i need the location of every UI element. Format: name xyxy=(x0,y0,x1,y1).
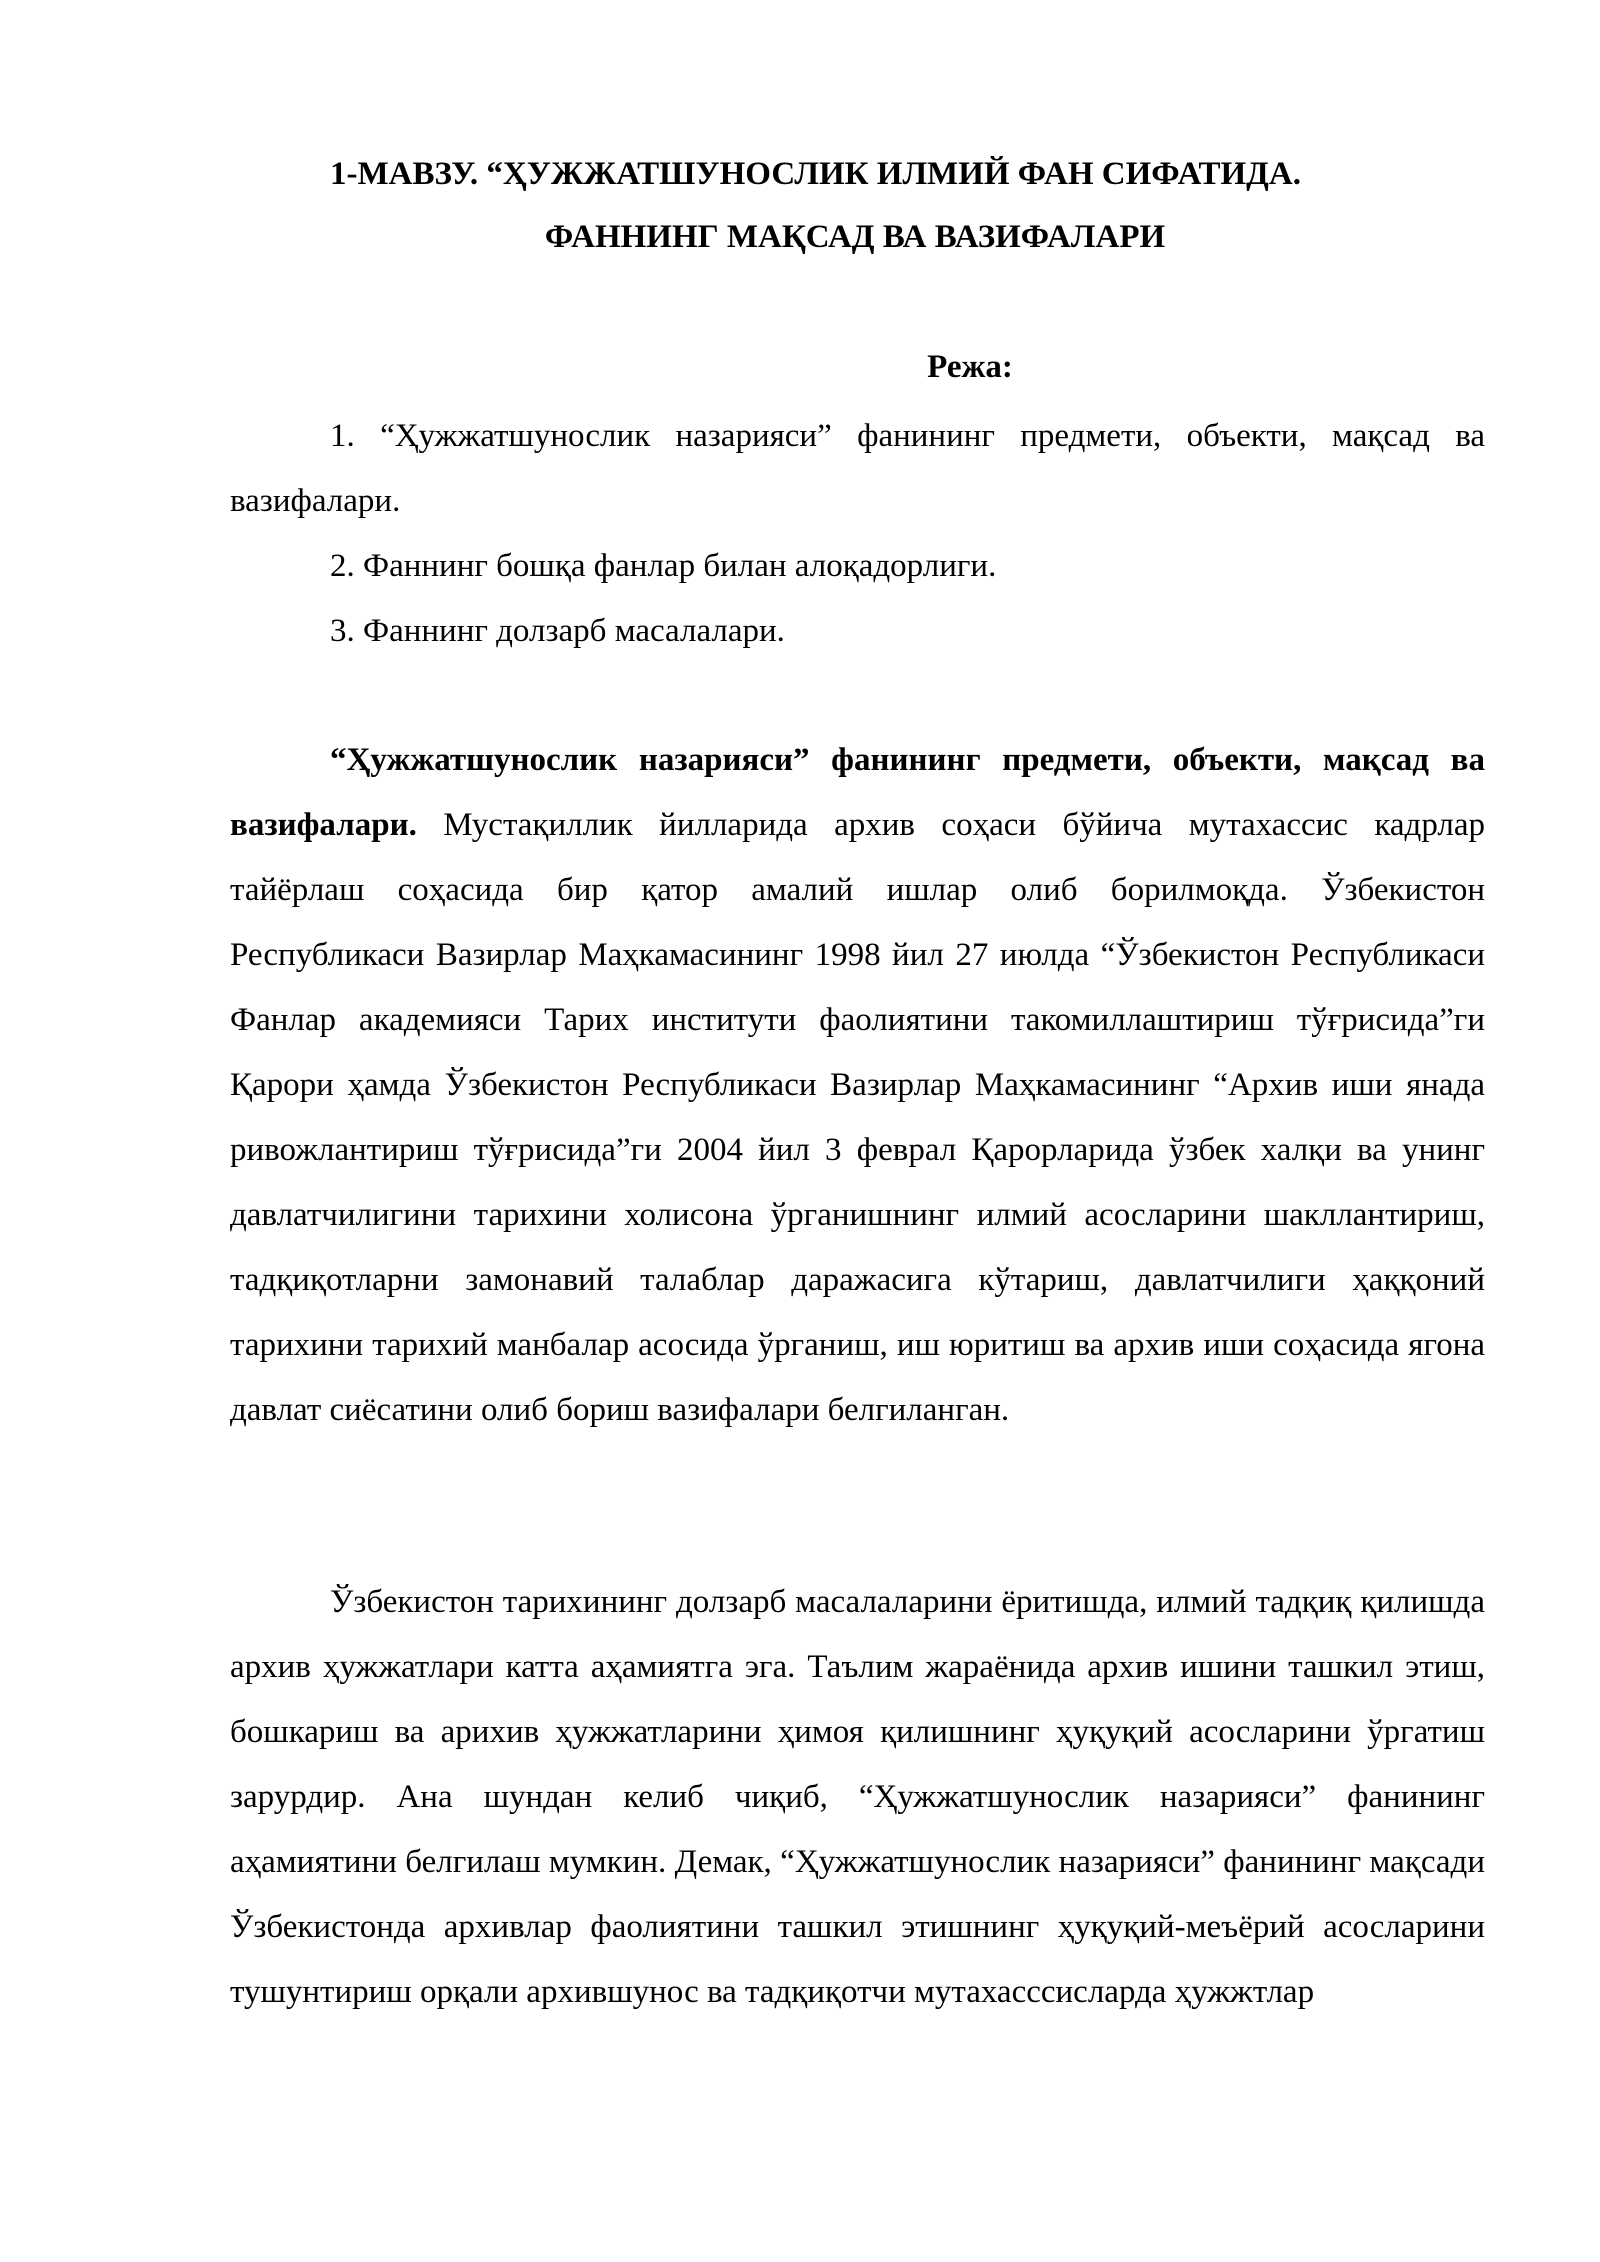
plan-heading: Режа: xyxy=(927,349,1013,385)
paragraph-1-body: Мустақиллик йилларида архив соҳаси бўйича мутахассис кадрлар тайёрлаш соҳасида бир қатор амалий ишлар олиб борилмоқда. Ўзбекистон Республикаси Вазирлар Маҳкамасининг 1998 йил 27 июлда “Ўзбекистон Республикаси Фанлар академияси Тарих институти фаолиятини такомиллаштириш тўғрисида”ги Қарори ҳамда Ўзбекистон Республикаси Вазирлар Маҳкамасининг “Архив иши янада ривожлантириш тўғрисида”ги 2004 йил 3 феврал Қарорларида ўзбек халқи ва унинг давлатчилигини тарихини холисона ўрганишнинг илмий асосларини шакллантириш, тадқиқотларни замонавий талаблар даражасига кўтариш, давлатчилиги ҳаққоний тарихини тарихий манбалар асосида ўрганиш, иш юритиш ва архив иши соҳасида ягона давлат сиёсатини олиб бориш вазифалари белгиланган. xyxy=(230,807,1485,1428)
section-heading: “Ҳужжатшунослик назарияси” фанининг предмети, объекти, мақсад ва вазифалари. xyxy=(230,742,1485,843)
plan-item-3: 3. Фаннинг долзарб масалалари. xyxy=(330,613,785,649)
plan-list xyxy=(230,404,1485,664)
document-title-line-1: 1-МАВЗУ. “ҲУЖЖАТШУНОСЛИК ИЛМИЙ ФАН СИФАТИДА. xyxy=(330,156,1301,192)
document-title-line-2: ФАННИНГ МАҚСАД ВА ВАЗИФАЛАРИ xyxy=(544,219,1166,255)
plan-item-1: 1. “Ҳужжатшунослик назарияси” фанининг предмети, объекти, мақсад ва вазифалари. xyxy=(230,418,1485,519)
paragraph-2: Ўзбекистон тарихининг долзарб масалаларини ёритишда, илмий тадқиқ қилишда архив ҳужжатлари катта аҳамиятга эга. Таълим жараёнида архив ишини ташкил этиш, бошкариш ва арихив ҳужжатларини ҳимоя қилишнинг ҳуқуқий асосларини ўргатиш зарурдир. Ана шундан келиб чиқиб, “Ҳужжатшунослик назарияси” фанининг аҳамиятини белгилаш мумкин. Демак, “Ҳужжатшунослик назарияси” фанининг мақсади Ўзбекистонда архивлар фаолиятини ташкил этишнинг ҳуқуқий-меъёрий асосларини тушунтириш орқали архившунос ва тадқиқотчи мутахасссисларда ҳужжтлар xyxy=(230,1584,1485,2010)
plan-item-2: 2. Фаннинг бошқа фанлар билан алоқадорлиги. xyxy=(330,548,997,584)
paragraph-1 xyxy=(230,728,1485,1443)
